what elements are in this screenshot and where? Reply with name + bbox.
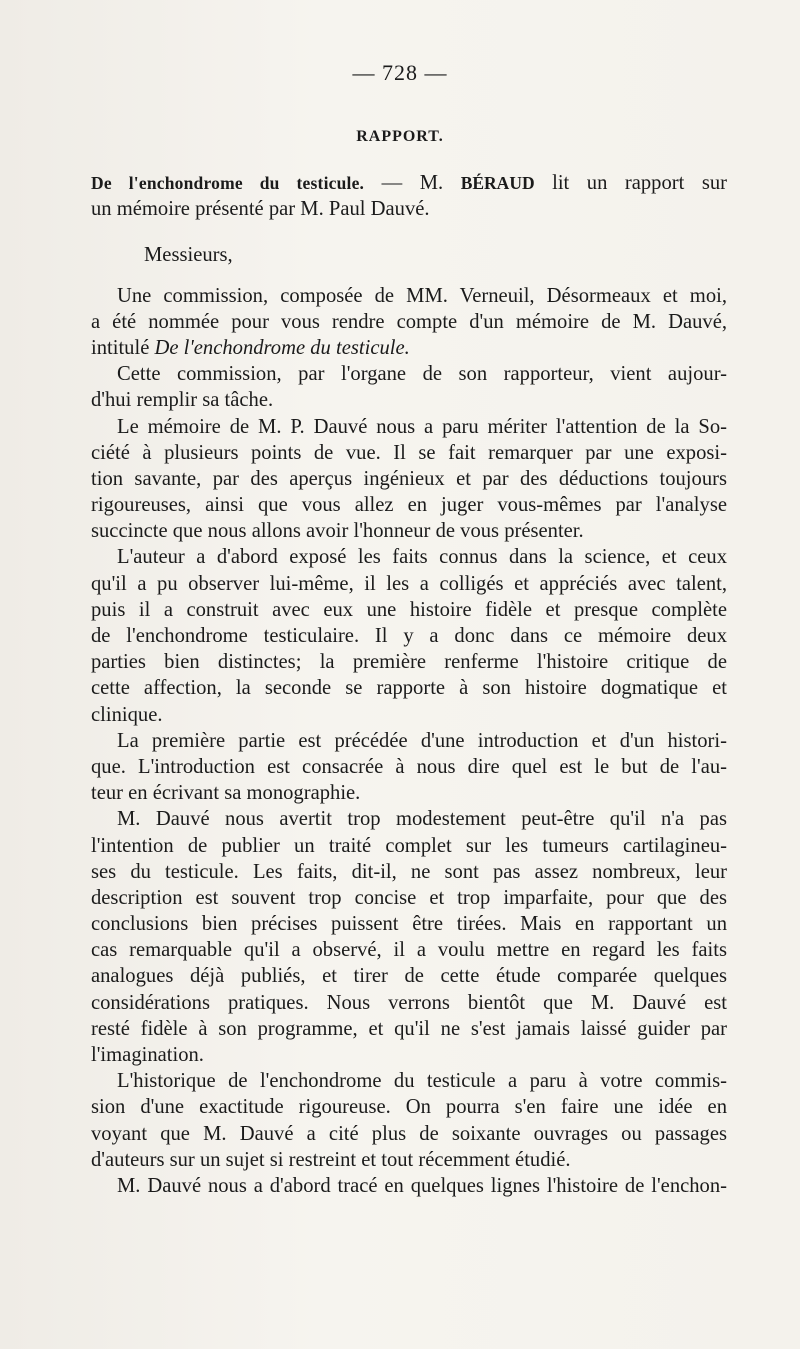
salutation: Messieurs, — [144, 244, 233, 267]
text-line: d'auteurs sur un sujet si restreint et tout récemment étudié. — [91, 1148, 571, 1171]
text-line: de l'enchondrome testiculaire. Il y a donc dans ce mémoire deux — [91, 625, 727, 647]
text-line: voyant que M. Dauvé a cité plus de soixante ouvrages ou passages — [91, 1122, 727, 1145]
text-line: un mémoire présenté par M. Paul Dauvé. — [91, 198, 430, 221]
text-line: L'auteur a d'abord exposé les faits connus dans la science, et ceux — [117, 546, 727, 569]
text-line: conclusions bien précises puissent être tirées. Mais en rapportant un — [91, 913, 727, 936]
text-line: M. Dauvé nous a d'abord tracé en quelques lignes l'histoire de l'enchon- — [117, 1174, 727, 1197]
text-line: analogues déjà publiés, et tirer de cette étude comparée quelques — [91, 965, 727, 988]
report-body — [91, 170, 727, 1199]
text-run: intitulé — [91, 336, 155, 359]
text-line: Cette commission, par l'organe de son rapporteur, vient aujour- — [117, 363, 727, 386]
text-line: parties bien distinctes; la première renferme l'histoire critique de — [91, 651, 727, 674]
text-line — [91, 170, 727, 196]
text-line: a été nommée pour vous rendre compte d'un mémoire de M. Dauvé, — [91, 310, 727, 333]
author-name: BÉRAUD — [460, 173, 535, 193]
text-line — [91, 335, 727, 361]
text-line: Une commission, composée de MM. Verneuil, Désormeaux et moi, — [117, 284, 727, 307]
title-dash: — M. — [364, 172, 461, 194]
text-line: cas remarquable qu'il a observé, il a voulu mettre en regard les faits — [91, 939, 727, 962]
text-line: puis il a construit avec eux une histoire fidèle et presque complète — [91, 598, 727, 621]
text-line: l'imagination. — [91, 1044, 204, 1066]
text-line: d'hui remplir sa tâche. — [91, 389, 274, 412]
article-title: De l'enchondrome du testicule. — [91, 173, 365, 193]
text-line: resté fidèle à son programme, et qu'il ne s'est jamais laissé guider par — [91, 1017, 727, 1040]
text-line: considérations pratiques. Nous verrons bientôt que M. Dauvé est — [91, 991, 727, 1014]
text-line: description est souvent trop concise et trop imparfaite, pour que des — [91, 886, 727, 909]
text-line: La première partie est précédée d'une introduction et d'un histori- — [117, 729, 727, 752]
page-number: — 728 — — [352, 60, 448, 85]
text-line: rigoureuses, ainsi que vous allez en juger vous-mêmes par l'analyse — [91, 494, 727, 517]
text-line: l'intention de publier un traité complet sur les tumeurs cartilagineu- — [91, 834, 727, 857]
text-line: cette affection, la seconde se rapporte à son histoire dogmatique et — [91, 677, 727, 700]
memoir-title: De l'enchondrome du testicule. — [154, 336, 410, 359]
text-line: clinique. — [91, 703, 163, 726]
text-line: ciété à plusieurs points de vue. Il se fait remarquer par une exposi- — [91, 441, 727, 464]
text-line: sion d'une exactitude rigoureuse. On pourra s'en faire une idée en — [91, 1096, 727, 1119]
text-line: Le mémoire de M. P. Dauvé nous a paru mériter l'attention de la So- — [117, 415, 727, 438]
text-line: succincte que nous allons avoir l'honneur de vous présenter. — [91, 520, 584, 543]
text-line: teur en écrivant sa monographie. — [91, 782, 361, 805]
title-tail: lit un rapport sur — [534, 172, 727, 194]
section-title: RAPPORT. — [356, 128, 444, 145]
text-line: ses du testicule. Les faits, dit-il, ne sont pas assez nombreux, leur — [91, 860, 727, 883]
text-line: M. Dauvé nous avertit trop modestement peut-être qu'il n'a pas — [117, 808, 727, 831]
text-line: qu'il a pu observer lui-même, il les a colligés et appréciés avec talent, — [91, 572, 727, 595]
text-line: tion savante, par des aperçus ingénieux et par des déductions toujours — [91, 467, 727, 490]
text-line: que. L'introduction est consacrée à nous dire quel est le but de l'au- — [91, 755, 727, 778]
text-line: L'historique de l'enchondrome du testicule a paru à votre commis- — [117, 1070, 727, 1093]
